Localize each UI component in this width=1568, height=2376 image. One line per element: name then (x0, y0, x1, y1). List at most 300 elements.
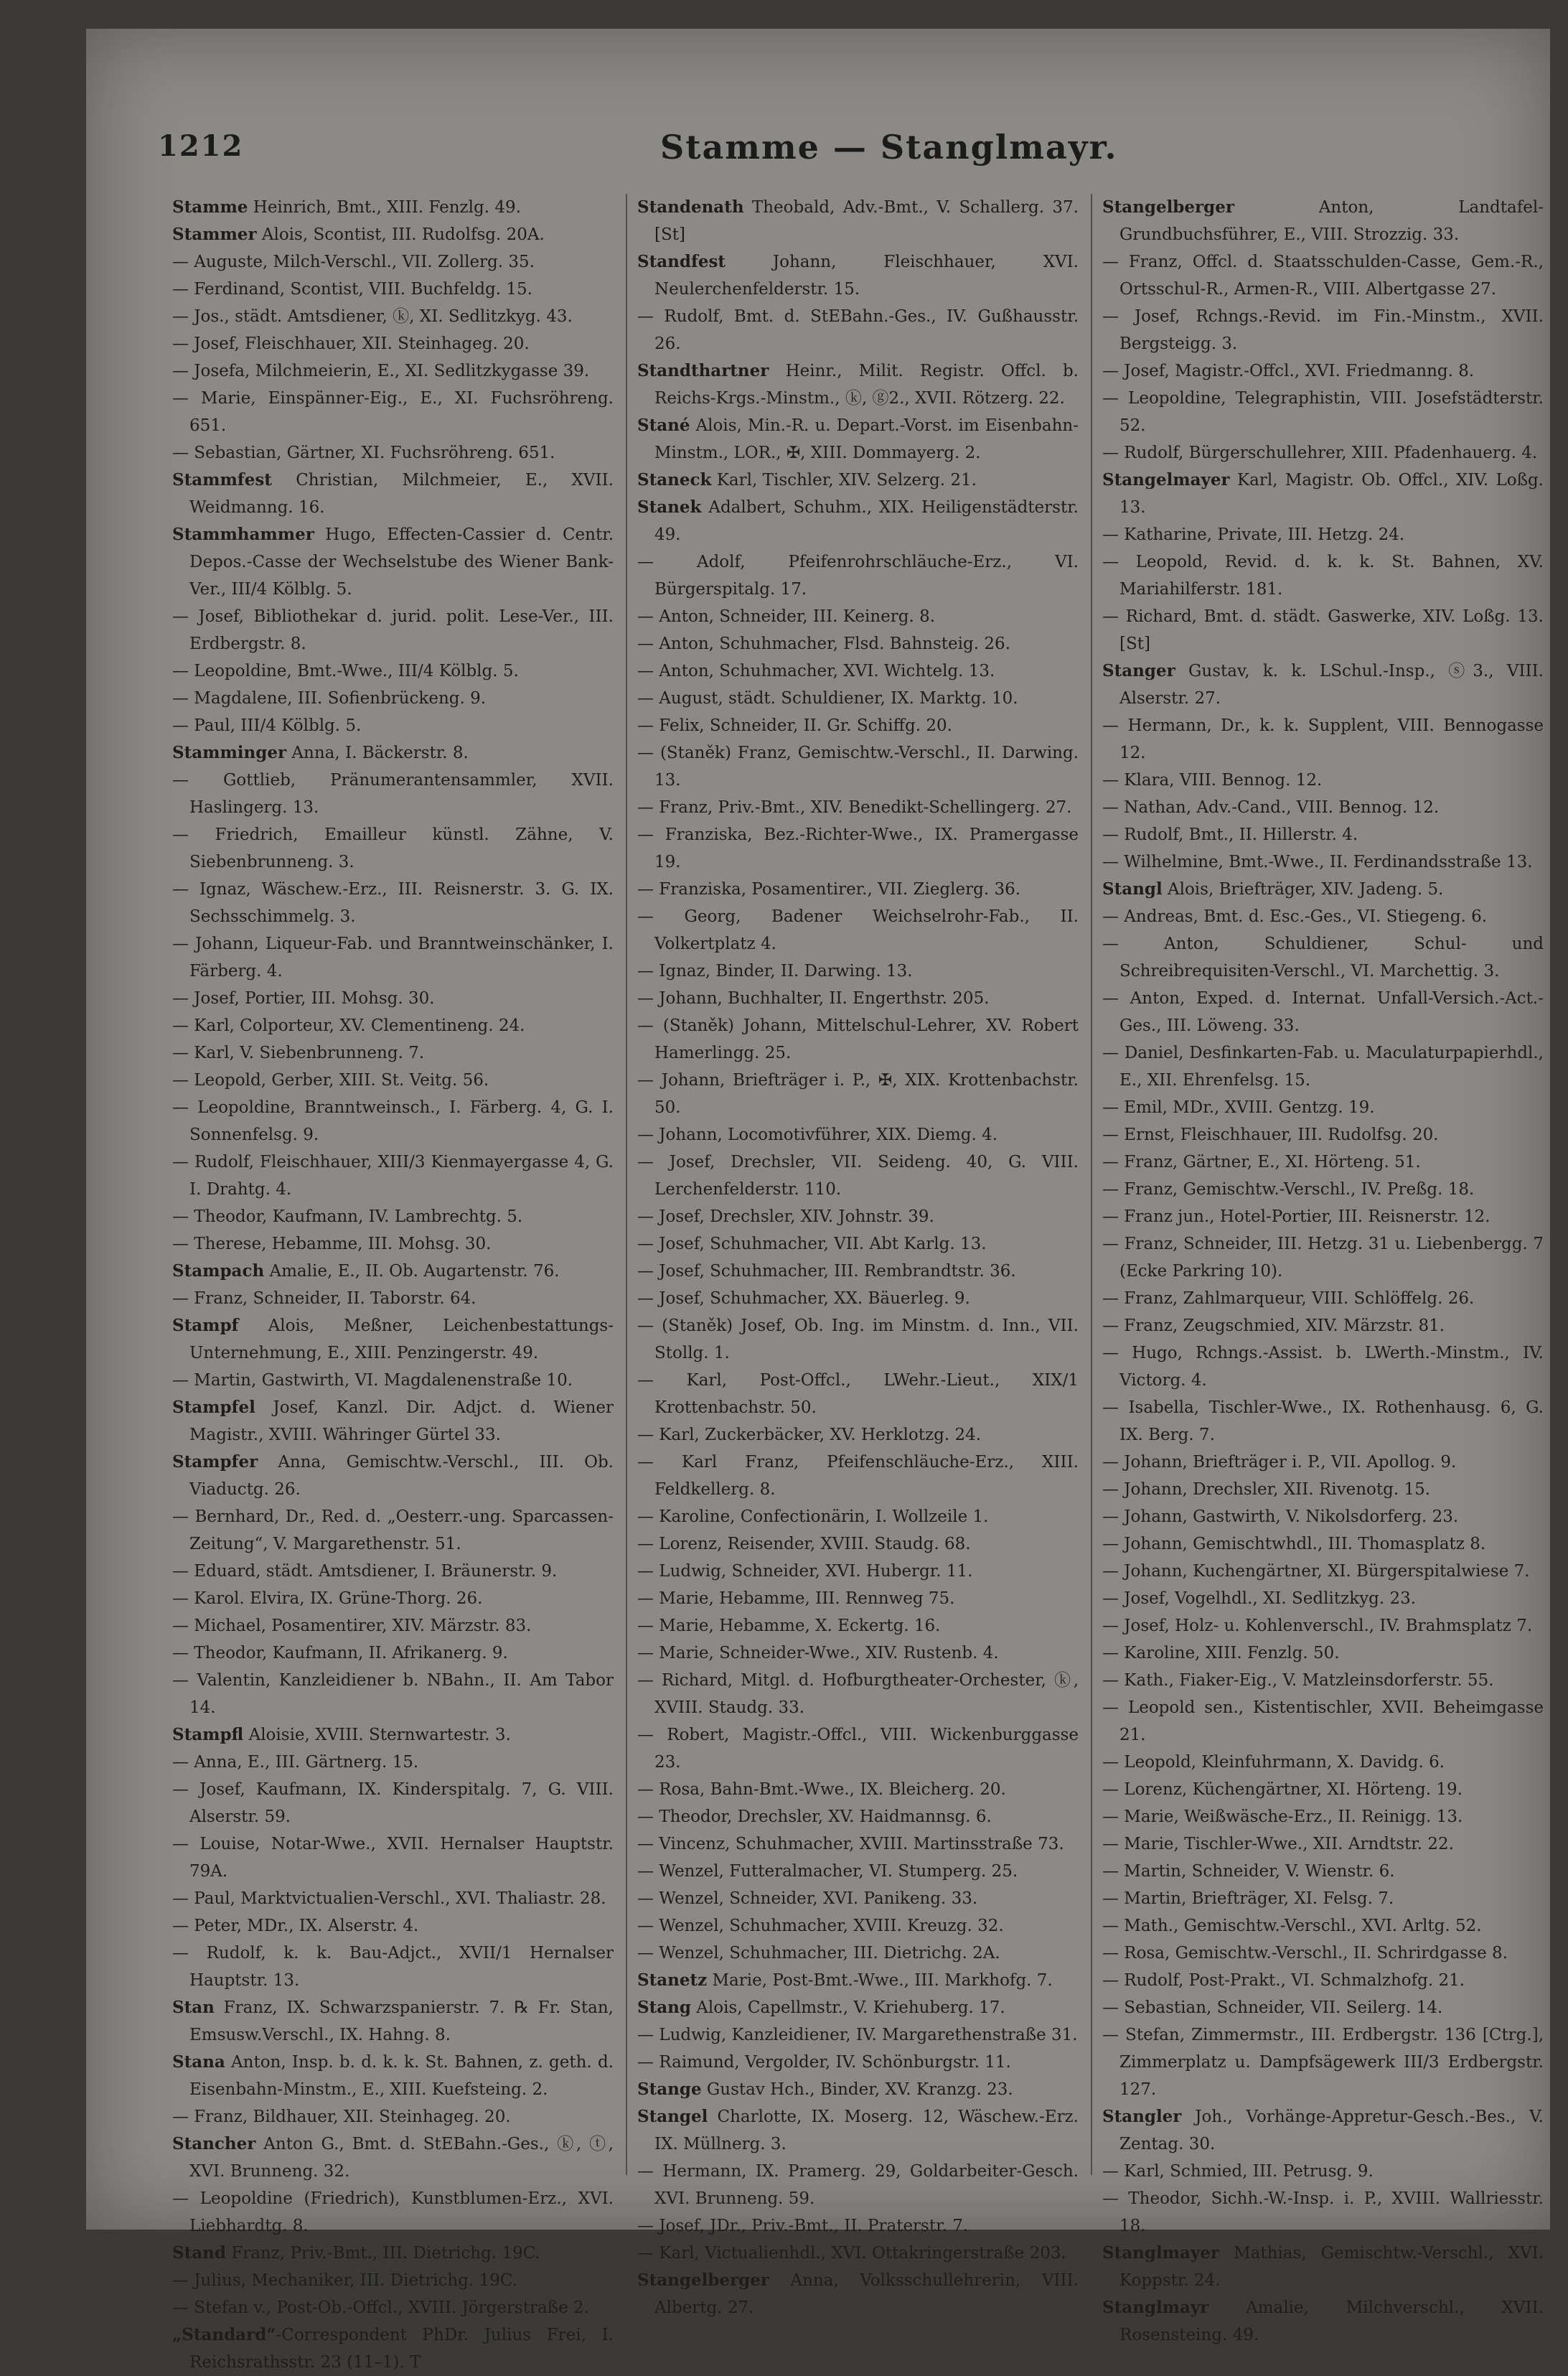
entry-text: Alois, Scontist, III. Rudolfsg. 20A. (256, 225, 545, 244)
directory-entry (637, 1830, 1079, 1858)
directory-entry (1102, 603, 1544, 658)
directory-entry (637, 2212, 1079, 2240)
entry-text: — Daniel, Desfinkarten-Fab. u. Maculaturpapierhdl., E., XII. Ehrenfelsg. 15. (1102, 1044, 1544, 1090)
directory-entry (637, 1885, 1079, 1912)
entry-text: — Marie, Einspänner-Eig., E., XI. Fuchsröhreng. 651. (172, 389, 614, 435)
entry-text: — Josef, Portier, III. Mohsg. 30. (172, 989, 435, 1008)
directory-entry (1102, 1230, 1544, 1285)
entry-text: — Martin, Schneider, V. Wienstr. 6. (1102, 1862, 1395, 1881)
entry-text: — Sebastian, Schneider, VII. Seilerg. 14. (1102, 1998, 1443, 2017)
entry-text: — Julius, Mechaniker, III. Dietrichg. 19C. (172, 2271, 517, 2290)
directory-entry (1102, 876, 1544, 903)
entry-surname: Stanger (1102, 661, 1175, 680)
entry-text: — Jos., städt. Amtsdiener, ⓚ, XI. Sedlitzkyg. 43. (172, 307, 573, 326)
directory-entry (637, 548, 1079, 603)
entry-text: — Johann, Liqueur-Fab. und Branntweinschänker, I. Färberg. 4. (172, 935, 614, 981)
column-2 (637, 194, 1079, 2317)
directory-entry (1102, 1039, 1544, 1094)
entry-text: — Rudolf, Bürgerschullehrer, XIII. Pfadenhauerg. 4. (1102, 444, 1538, 462)
entry-text: — (Staněk) Josef, Ob. Ing. im Minstm. d. Inn., VII. Stollg. 1. (637, 1316, 1079, 1362)
entry-text: — Josef, Kaufmann, IX. Kinderspitalg. 7, G. VIII. Alserstr. 59. (172, 1780, 614, 1826)
entry-text: — Martin, Gastwirth, VI. Magdalenenstraße 10. (172, 1371, 573, 1390)
directory-entry (637, 985, 1079, 1012)
directory-entry (172, 985, 614, 1012)
directory-entry (637, 2103, 1079, 2158)
directory-entry (1102, 385, 1544, 439)
directory-entry (172, 467, 614, 521)
directory-entry (172, 2103, 614, 2131)
directory-entry (1102, 2185, 1544, 2240)
entry-text: Johann, Fleischhauer, XVI. Neulerchenfelderstr. 15. (654, 253, 1079, 299)
directory-entry (172, 930, 614, 985)
directory-entry (172, 876, 614, 930)
entry-text: — Franz, Zahlmarqueur, VIII. Schlöffelg. 26. (1102, 1289, 1475, 1308)
directory-entry (637, 2076, 1079, 2103)
entry-surname: Stangel (637, 2107, 708, 2126)
entry-text: — Theodor, Sichh.-W.-Insp. i. P., XVIII. Wallriesstr. 18. (1102, 2189, 1544, 2235)
directory-entry (1102, 1121, 1544, 1149)
directory-entry (1102, 1285, 1544, 1312)
directory-entry (172, 1449, 614, 1503)
directory-entry (172, 1312, 614, 1367)
directory-entry (637, 1721, 1079, 1776)
entry-text: — Nathan, Adv.-Cand., VIII. Bennog. 12. (1102, 798, 1440, 817)
directory-entry (637, 821, 1079, 876)
directory-entry (637, 1967, 1079, 1994)
directory-entry (172, 2267, 614, 2294)
entry-text: — Marie, Hebamme, III. Rennweg 75. (637, 1589, 955, 1608)
entry-text: — Therese, Hebamme, III. Mohsg. 30. (172, 1235, 492, 1253)
entry-text: — Josef, JDr., Priv.-Bmt., II. Praterstr. 7. (637, 2217, 969, 2235)
entry-text: Amalie, Milchverschl., XVII. Rosensteing. 49. (1119, 2298, 1544, 2344)
directory-columns (172, 194, 1544, 2372)
entry-surname: Stamminger (172, 743, 287, 762)
directory-entry (172, 1640, 614, 1667)
entry-text: Anna, Gemischtw.-Verschl., III. Ob. Viaductg. 26. (189, 1453, 614, 1499)
entry-text: Franz, Priv.-Bmt., III. Dietrichg. 19C. (225, 2244, 540, 2263)
directory-entry (637, 357, 1079, 412)
directory-entry (172, 303, 614, 330)
entry-text: — Ludwig, Schneider, XVI. Hubergr. 11. (637, 1562, 973, 1581)
entry-surname: Stangelberger (637, 2270, 769, 2290)
directory-entry (172, 1203, 614, 1230)
directory-entry (637, 1585, 1079, 1612)
entry-text: — Rudolf, Post-Prakt., VI. Schmalzhofg. 21. (1102, 1971, 1465, 1990)
entry-text: Karl, Magistr. Ob. Offcl., XIV. Loßg. 13. (1119, 471, 1544, 517)
directory-entry (1102, 1776, 1544, 1803)
column-1 (172, 194, 614, 2372)
entry-surname: Stancher (172, 2134, 256, 2153)
directory-entry (1102, 1667, 1544, 1694)
directory-entry (172, 2240, 614, 2267)
entry-text: — Rudolf, Bmt. d. StEBahn.-Ges., IV. Gußhausstr. 26. (637, 307, 1079, 353)
directory-entry (1102, 794, 1544, 821)
directory-entry (1102, 1558, 1544, 1585)
directory-entry (172, 1067, 614, 1094)
directory-entry (172, 1612, 614, 1640)
directory-entry (637, 1612, 1079, 1640)
entry-text: -Correspondent PhDr. Julius Frei, I. Reichsrathsstr. 23 (11–1). T (189, 2326, 614, 2372)
entry-text: — Theodor, Drechsler, XV. Haidmannsg. 6. (637, 1807, 992, 1826)
directory-entry (1102, 848, 1544, 876)
directory-entry (637, 794, 1079, 821)
directory-entry (172, 767, 614, 821)
entry-text: — Leopold, Gerber, XIII. St. Veitg. 56. (172, 1071, 489, 1090)
directory-entry (1102, 1885, 1544, 1912)
directory-entry (172, 1258, 614, 1285)
entry-text: — Franz, Schneider, III. Hetzg. 31 u. Liebenbergg. 7 (Ecke Parkring 10). (1102, 1235, 1544, 1281)
directory-entry (637, 1940, 1079, 1967)
directory-entry (172, 2049, 614, 2103)
entry-text: — Stefan v., Post-Ob.-Offcl., XVIII. Jörgerstraße 2. (172, 2298, 589, 2317)
entry-text: — Marie, Schneider-Wwe., XIV. Rustenb. 4. (637, 1644, 999, 1662)
entry-text: — Richard, Mitgl. d. Hofburgtheater-Orchester, ⓚ, XVIII. Staudg. 33. (637, 1671, 1079, 1717)
directory-entry (637, 1803, 1079, 1830)
entry-text: — Hugo, Rchngs.-Assist. b. LWerth.-Minstm., IV. Victorg. 4. (1102, 1344, 1544, 1390)
entry-text: — Johann, Gemischtwhdl., III. Thomasplatz 8. (1102, 1535, 1486, 1553)
directory-entry (172, 1721, 614, 1749)
entry-surname: Stané (637, 416, 690, 435)
directory-entry (172, 2131, 614, 2185)
entry-text: — Johann, Drechsler, XII. Rivenotg. 15. (1102, 1480, 1431, 1499)
entry-text: Gustav Hch., Binder, XV. Kranzg. 23. (701, 2080, 1013, 2099)
entry-surname: Stampf (172, 1316, 239, 1335)
directory-entry (172, 439, 614, 467)
entry-text: Mathias, Gemischtw.-Verschl., XVI. Koppstr. 24. (1119, 2244, 1544, 2290)
directory-entry (172, 1912, 614, 1940)
entry-text: — Josef, Vogelhdl., XI. Sedlitzkyg. 23. (1102, 1589, 1417, 1608)
entry-text: — Richard, Bmt. d. städt. Gaswerke, XIV. Loßg. 13. [St] (1102, 607, 1544, 653)
entry-surname: Stammer (172, 225, 257, 244)
directory-entry (172, 1094, 614, 1149)
directory-entry (637, 2267, 1079, 2321)
directory-entry (1102, 521, 1544, 548)
entry-text: — Anton, Schuhmacher, Flsd. Bahnsteig. 26. (637, 635, 1010, 653)
entry-text: — Ernst, Fleischhauer, III. Rudolfsg. 20. (1102, 1126, 1439, 1144)
directory-entry (637, 1421, 1079, 1449)
directory-entry (172, 1149, 614, 1203)
entry-text: — (Staněk) Franz, Gemischtw.-Verschl., II. Darwing. 13. (637, 744, 1079, 790)
entry-text: Josef, Kanzl. Dir. Adjct. d. Wiener Magistr., XVIII. Währinger Gürtel 33. (189, 1398, 614, 1444)
directory-entry (1102, 1312, 1544, 1339)
directory-entry (637, 903, 1079, 958)
directory-entry (172, 1667, 614, 1721)
entry-text: — Isabella, Tischler-Wwe., IX. Rothenhausg. 6, G. IX. Berg. 7. (1102, 1398, 1544, 1444)
entry-text: Anton G., Bmt. d. StEBahn.-Ges., ⓚ, ⓣ, XVI. Brunneng. 32. (189, 2135, 614, 2181)
directory-entry (637, 1912, 1079, 1940)
entry-text: — Hermann, Dr., k. k. Supplent, VIII. Bennogasse 12. (1102, 716, 1544, 762)
entry-text: Adalbert, Schuhm., XIX. Heiligenstädterstr. 49. (654, 498, 1079, 544)
directory-entry (172, 248, 614, 276)
entry-text: — Lorenz, Reisender, XVIII. Staudg. 68. (637, 1535, 971, 1553)
page-header (158, 100, 1536, 179)
entry-text: — Martin, Briefträger, XI. Felsg. 7. (1102, 1889, 1394, 1908)
entry-text: — Theodor, Kaufmann, IV. Lambrechtg. 5. (172, 1207, 523, 1226)
entry-surname: Staneck (637, 470, 712, 490)
entry-surname: Stampfl (172, 1725, 244, 1744)
entry-text: — Franz jun., Hotel-Portier, III. Reisnerstr. 12. (1102, 1207, 1490, 1226)
entry-text: — Karl, V. Siebenbrunneng. 7. (172, 1044, 425, 1062)
entry-text: Christian, Milchmeier, E., XVII. Weidmanng. 16. (189, 471, 614, 517)
directory-entry (1102, 930, 1544, 985)
entry-text: — Franz, Gemischtw.-Verschl., IV. Preßg. 18. (1102, 1180, 1475, 1199)
entry-surname: Stammfest (172, 470, 272, 490)
directory-entry (1102, 439, 1544, 467)
directory-entry (1102, 2240, 1544, 2294)
directory-entry (1102, 1449, 1544, 1476)
directory-entry (1102, 1149, 1544, 1176)
directory-entry (637, 1776, 1079, 1803)
entry-text: — Friedrich, Emailleur künstl. Zähne, V. Siebenbrunneng. 3. (172, 825, 614, 871)
directory-entry (637, 1230, 1079, 1258)
entry-text: — Marie, Weißwäsche-Erz., II. Reinigg. 13. (1102, 1807, 1463, 1826)
entry-text: Anna, Volksschullehrerin, VIII. Albertg. 27. (654, 2271, 1079, 2317)
directory-entry (1102, 1612, 1544, 1640)
column-divider (626, 194, 627, 2175)
entry-text: — Josef, Fleischhauer, XII. Steinhageg. 20. (172, 335, 530, 353)
entry-text: Alois, Capellmstr., V. Kriehuberg. 17. (690, 1998, 1005, 2017)
directory-entry (1102, 1503, 1544, 1530)
entry-text: — Eduard, städt. Amtsdiener, I. Bräunerstr. 9. (172, 1562, 558, 1581)
entry-text: Alois, Briefträger, XIV. Jadeng. 5. (1162, 880, 1444, 899)
directory-entry (637, 1530, 1079, 1558)
directory-entry (637, 1367, 1079, 1421)
directory-entry (637, 1503, 1079, 1530)
directory-entry (172, 2185, 614, 2240)
directory-entry (1102, 2103, 1544, 2158)
directory-entry (637, 412, 1079, 467)
directory-entry (637, 1558, 1079, 1585)
entry-text: Anna, I. Bäckerstr. 8. (286, 744, 469, 762)
entry-surname: Stang (637, 1998, 691, 2017)
entry-text: — Rosa, Gemischtw.-Verschl., II. Schrirdgasse 8. (1102, 1944, 1508, 1963)
column-divider (1091, 194, 1092, 2175)
directory-entry (172, 1776, 614, 1830)
directory-entry (1102, 1394, 1544, 1449)
entry-text: Hugo, Effecten-Cassier d. Centr. Depos.-Casse der Wechselstube des Wiener Bank-Ver., III/4 Kölblg. 5. (189, 525, 614, 599)
entry-text: Anton, Insp. b. d. k. k. St. Bahnen, z. geth. d. Eisenbahn-Minstm., E., XIII. Kuefsteing. 2. (189, 2053, 614, 2099)
entry-text: — (Staněk) Johann, Mittelschul-Lehrer, XV. Robert Hamerlingg. 25. (637, 1016, 1079, 1062)
directory-entry (172, 194, 614, 221)
directory-entry (172, 1394, 614, 1449)
directory-entry (1102, 1694, 1544, 1749)
directory-entry (1102, 1585, 1544, 1612)
entry-text: — Karl, Victualienhdl., XVI. Ottakringerstraße 203. (637, 2244, 1066, 2263)
page-number: 1212 (158, 129, 244, 163)
entry-text: — Bernhard, Dr., Red. d. „Oesterr.-ung. Sparcassen-Zeitung“, V. Margarethenstr. 51. (172, 1507, 614, 1553)
entry-text: — Sebastian, Gärtner, XI. Fuchsröhreng. 651. (172, 444, 555, 462)
directory-entry (637, 1012, 1079, 1067)
entry-text: — Marie, Hebamme, X. Eckertg. 16. (637, 1617, 941, 1635)
entry-text: — Andreas, Bmt. d. Esc.-Ges., VI. Stiegeng. 6. (1102, 907, 1488, 926)
entry-surname: Stan (172, 1998, 215, 2017)
directory-entry (172, 1367, 614, 1394)
directory-entry (637, 494, 1079, 548)
entry-text: — Stefan, Zimmermstr., III. Erdbergstr. 136 [Ctrg.], Zimmerplatz u. Dampfsägewerk III/3 Erdbergstr. 127. (1102, 2026, 1544, 2099)
entry-text: — Wenzel, Schuhmacher, XVIII. Kreuzg. 32. (637, 1917, 1004, 1935)
entry-text: — Wilhelmine, Bmt.-Wwe., II. Ferdinandsstraße 13. (1102, 853, 1533, 871)
entry-text: — Katharine, Private, III. Hetzg. 24. (1102, 525, 1405, 544)
directory-entry (637, 467, 1079, 494)
entry-text: Karl, Tischler, XIV. Selzerg. 21. (711, 471, 977, 490)
directory-entry (172, 658, 614, 685)
entry-text: — Ludwig, Kanzleidiener, IV. Margarethenstraße 31. (637, 2026, 1078, 2044)
directory-entry (637, 658, 1079, 685)
entry-text: — Karl Franz, Pfeifenschläuche-Erz., XIII. Feldkellerg. 8. (637, 1453, 1079, 1499)
entry-text: — Robert, Magistr.-Offcl., VIII. Wickenburggasse 23. (637, 1726, 1079, 1772)
entry-surname: Stangelmayer (1102, 470, 1230, 490)
directory-entry (172, 1749, 614, 1776)
entry-text: — Josef, Drechsler, XIV. Johnstr. 39. (637, 1207, 934, 1226)
entry-surname: Stanek (637, 497, 702, 517)
entry-text: Gustav, k. k. LSchul.-Insp., ⓢ3., VIII. Alserstr. 27. (1119, 662, 1544, 708)
directory-entry (637, 1285, 1079, 1312)
entry-text: — Wenzel, Futteralmacher, VI. Stumperg. 25. (637, 1862, 1018, 1881)
directory-entry (637, 630, 1079, 658)
entry-text: — Franziska, Bez.-Richter-Wwe., IX. Pramergasse 19. (637, 825, 1079, 871)
directory-entry (172, 1230, 614, 1258)
entry-text: — Johann, Locomotivführer, XIX. Diemg. 4. (637, 1126, 998, 1144)
directory-entry (637, 739, 1079, 794)
entry-text: — Johann, Gastwirth, V. Nikolsdorferg. 23. (1102, 1507, 1459, 1526)
directory-entry (637, 194, 1079, 248)
entry-surname: Stanglmayr (1102, 2298, 1209, 2317)
entry-text: Marie, Post-Bmt.-Wwe., III. Markhofg. 7. (707, 1971, 1053, 1990)
entry-text: — Franz, Bildhauer, XII. Steinhageg. 20. (172, 2108, 511, 2126)
entry-text: — Marie, Tischler-Wwe., XII. Arndtstr. 22. (1102, 1835, 1454, 1853)
directory-entry (1102, 548, 1544, 603)
directory-entry (172, 1885, 614, 1912)
entry-text: Joh., Vorhänge-Appretur-Gesch.-Bes., V. Zentag. 30. (1119, 2108, 1544, 2153)
directory-entry (637, 1067, 1079, 1121)
entry-text: — Klara, VIII. Bennog. 12. (1102, 771, 1323, 790)
directory-entry (172, 739, 614, 767)
entry-text: — Leopoldine, Telegraphistin, VIII. Josefstädterstr. 52. (1102, 389, 1544, 435)
directory-entry (637, 2021, 1079, 2049)
directory-entry (637, 248, 1079, 303)
directory-entry (1102, 658, 1544, 712)
entry-text: — Felix, Schneider, II. Gr. Schiffg. 20. (637, 716, 952, 735)
directory-entry (637, 1667, 1079, 1721)
directory-entry (172, 357, 614, 385)
entry-text: — Leopoldine, Bmt.-Wwe., III/4 Kölblg. 5. (172, 662, 519, 680)
entry-text: — Johann, Briefträger i. P., ✠, XIX. Krottenbachstr. 50. (637, 1071, 1079, 1117)
entry-surname: Standenath (637, 197, 744, 217)
directory-entry (637, 1640, 1079, 1667)
directory-entry (637, 1312, 1079, 1367)
entry-text: — Karl, Schmied, III. Petrusg. 9. (1102, 2162, 1374, 2181)
directory-entry (1102, 821, 1544, 848)
column-3 (1102, 194, 1544, 2344)
entry-text: — Gottlieb, Pränumerantensammler, XVII. Haslingerg. 13. (172, 771, 614, 817)
directory-entry (172, 1503, 614, 1558)
entry-text: — Leopoldine, Branntweinsch., I. Färberg. 4, G. I. Sonnenfelsg. 9. (172, 1098, 614, 1144)
entry-text: — Franziska, Posamentirer., VII. Zieglerg. 36. (637, 880, 1021, 899)
directory-entry (1102, 1176, 1544, 1203)
directory-entry (172, 521, 614, 603)
entry-text: — Kath., Fiaker-Eig., V. Matzleinsdorferstr. 55. (1102, 1671, 1494, 1690)
directory-entry (637, 685, 1079, 712)
directory-entry (637, 1258, 1079, 1285)
directory-entry (637, 2158, 1079, 2212)
directory-entry (1102, 2021, 1544, 2103)
entry-text: — Adolf, Pfeifenrohrschläuche-Erz., VI. Bürgerspitalg. 17. (637, 553, 1079, 599)
directory-entry (172, 1585, 614, 1612)
entry-text: — Rudolf, Fleischhauer, XIII/3 Kienmayergasse 4, G. I. Drahtg. 4. (172, 1153, 614, 1199)
entry-text: — Leopold, Revid. d. k. k. St. Bahnen, XV. Mariahilferstr. 181. (1102, 553, 1544, 599)
entry-text: — Anton, Schneider, III. Keinerg. 8. (637, 607, 936, 626)
directory-entry (1102, 1858, 1544, 1885)
directory-page (86, 29, 1550, 2372)
directory-entry (1102, 1339, 1544, 1394)
entry-text: — Lorenz, Küchengärtner, XI. Hörteng. 19. (1102, 1780, 1463, 1799)
directory-entry (1102, 1940, 1544, 1967)
directory-entry (637, 1858, 1079, 1885)
entry-surname: „Standard“ (172, 2325, 276, 2344)
entry-text: Franz, IX. Schwarzspanierstr. 7. ℞ Fr. Stan, Emsusw.Verschl., IX. Hahng. 8. (189, 1998, 614, 2044)
directory-entry (637, 958, 1079, 985)
entry-text: — Josef, Magistr.-Offcl., XVI. Friedmanng. 8. (1102, 362, 1475, 380)
entry-text: — Paul, III/4 Kölblg. 5. (172, 716, 362, 735)
entry-text: — Josef, Schuhmacher, III. Rembrandtstr. 36. (637, 1262, 1016, 1281)
entry-text: — Peter, MDr., IX. Alserstr. 4. (172, 1917, 419, 1935)
entry-text: — Valentin, Kanzleidiener b. NBahn., II. Am Tabor 14. (172, 1671, 614, 1717)
directory-entry (1102, 767, 1544, 794)
directory-entry (1102, 985, 1544, 1039)
entry-text: — Franz, Priv.-Bmt., XIV. Benedikt-Schellingerg. 27. (637, 798, 1072, 817)
entry-text: Aloisie, XVIII. Sternwartestr. 3. (243, 1726, 511, 1744)
entry-surname: Stangelberger (1102, 197, 1234, 217)
entry-text: Heinrich, Bmt., XIII. Fenzlg. 49. (248, 198, 521, 217)
entry-surname: Stammhammer (172, 525, 314, 544)
directory-entry (172, 603, 614, 658)
entry-text: — Raimund, Vergolder, IV. Schönburgstr. 11. (637, 2053, 1011, 2072)
entry-surname: Stangler (1102, 2107, 1182, 2126)
directory-entry (172, 685, 614, 712)
entry-text: Anton, Landtafel-Grundbuchsführer, E., VIII. Strozzig. 33. (1119, 198, 1544, 244)
directory-entry (637, 303, 1079, 357)
directory-entry (172, 1940, 614, 1994)
directory-entry (172, 276, 614, 303)
entry-text: Alois, Min.-R. u. Depart.-Vorst. im Eisenbahn-Minstm., LOR., ✠, XIII. Dommayerg. 2. (654, 416, 1079, 462)
directory-entry (1102, 194, 1544, 248)
entry-text: — Franz, Offcl. d. Staatsschulden-Casse, Gem.-R., Ortsschul-R., Armen-R., VIII. Albertgasse 27. (1102, 253, 1544, 299)
entry-text: — Leopoldine (Friedrich), Kunstblumen-Erz., XVI. Liebhardtg. 8. (172, 2189, 614, 2235)
entry-text: — Michael, Posamentirer, XIV. Märzstr. 83. (172, 1617, 532, 1635)
entry-text: — Rudolf, Bmt., II. Hillerstr. 4. (1102, 825, 1358, 844)
directory-entry (172, 712, 614, 739)
entry-text: — Rosa, Bahn-Bmt.-Wwe., IX. Bleicherg. 20. (637, 1780, 1006, 1799)
entry-text: — Vincenz, Schuhmacher, XVIII. Martinsstraße 73. (637, 1835, 1064, 1853)
directory-entry (1102, 1640, 1544, 1667)
entry-text: — Karl, Post-Offcl., LWehr.-Lieut., XIX/1 Krottenbachstr. 50. (637, 1371, 1079, 1417)
entry-surname: Stana (172, 2052, 225, 2072)
entry-text: — Leopold, Kleinfuhrmann, X. Davidg. 6. (1102, 1753, 1445, 1772)
entry-text: — Karoline, Confectionärin, I. Wollzeile 1. (637, 1507, 989, 1526)
directory-entry (1102, 1203, 1544, 1230)
entry-text: — Auguste, Milch-Verschl., VII. Zollerg. 35. (172, 253, 535, 271)
entry-text: — Karl, Zuckerbäcker, XV. Herklotzg. 24. (637, 1426, 982, 1444)
directory-entry (1102, 1830, 1544, 1858)
entry-text: — Karol. Elvira, IX. Grüne-Thorg. 26. (172, 1589, 483, 1608)
directory-entry (637, 876, 1079, 903)
entry-text: — August, städt. Schuldiener, IX. Marktg. 10. (637, 689, 1018, 708)
directory-entry (637, 603, 1079, 630)
directory-entry (1102, 1803, 1544, 1830)
entry-text: — Johann, Briefträger i. P., VII. Apollog. 9. (1102, 1453, 1457, 1472)
directory-entry (172, 1558, 614, 1585)
entry-text: — Josef, Rchngs.-Revid. im Fin.-Minstm., XVII. Bergsteigg. 3. (1102, 307, 1544, 353)
